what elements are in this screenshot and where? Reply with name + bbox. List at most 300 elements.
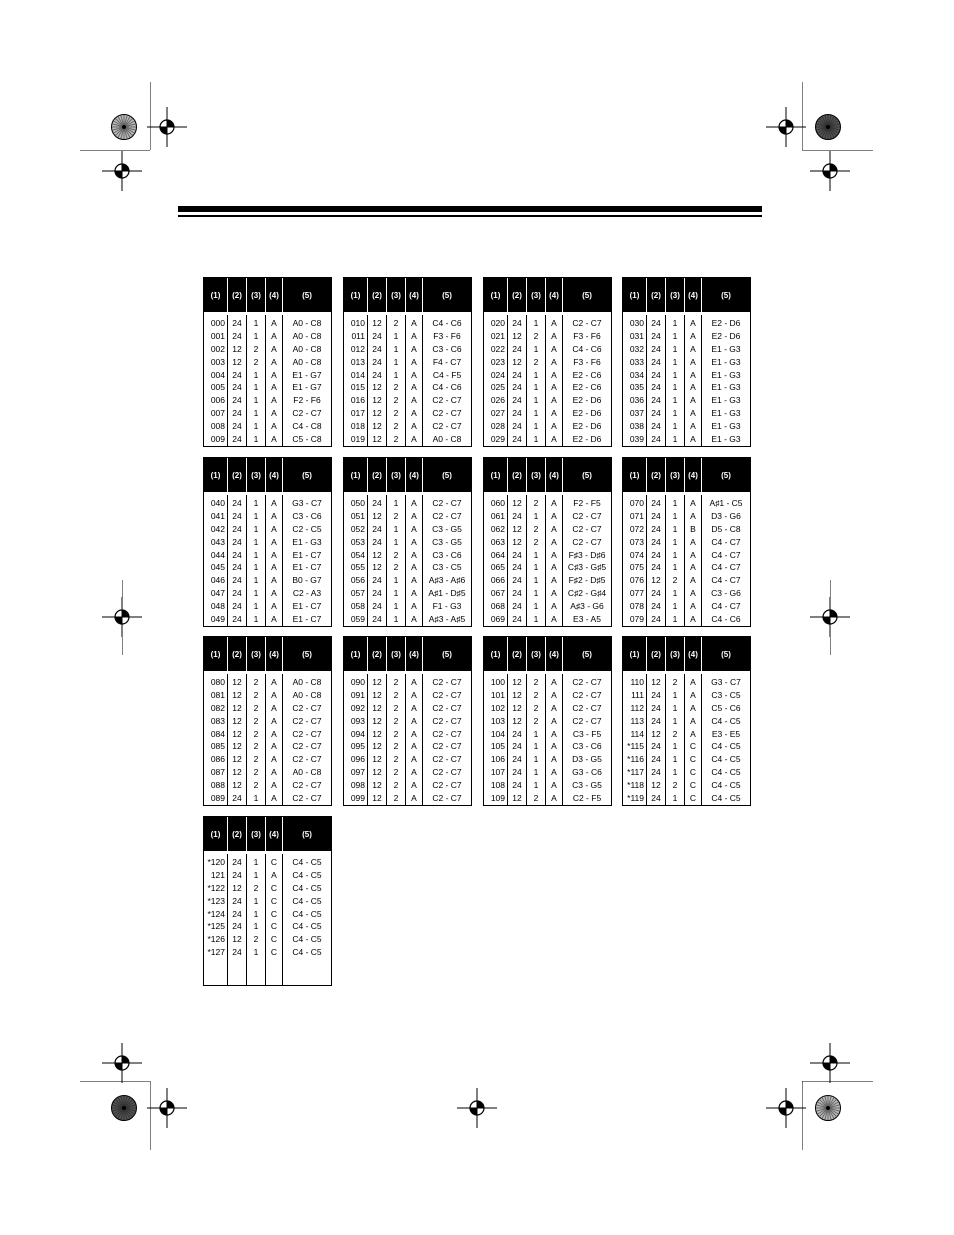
table-cell: A — [271, 715, 277, 726]
table-cell: 061 — [490, 510, 505, 521]
table-cell: A — [551, 318, 557, 328]
table-cell: 12 — [512, 356, 522, 367]
table-cell: 1 — [672, 382, 678, 393]
table-cell: A — [551, 356, 557, 367]
table-column — [282, 674, 331, 805]
table-cell: A — [551, 702, 557, 713]
table-cell: B — [690, 523, 696, 534]
table-cell: A — [551, 408, 557, 419]
table-cell: C4 - C5 — [711, 715, 741, 726]
table-cell: 12 — [232, 934, 242, 945]
table-cell: 24 — [512, 318, 522, 328]
table-cell: *125 — [207, 921, 225, 932]
crosshair-icon — [457, 1088, 497, 1128]
table-cell: A — [690, 588, 696, 599]
table-cell: 24 — [651, 549, 661, 560]
table-cell: C2 - C7 — [432, 689, 462, 700]
column-header: (3) — [246, 637, 265, 671]
table-cell: 011 — [351, 330, 365, 341]
column-header: (3) — [526, 458, 545, 492]
table-cell: 1 — [672, 536, 678, 547]
table-cell: C2 - C7 — [292, 715, 322, 726]
table-cell: 24 — [651, 793, 661, 804]
table-cell: 2 — [253, 702, 259, 713]
table-cell: 018 — [350, 421, 365, 432]
table-cell: 047 — [210, 588, 225, 599]
table-cell: A — [411, 728, 417, 739]
column-header: (4) — [545, 278, 562, 312]
table-cell: C — [689, 767, 697, 778]
table-cell: 24 — [232, 562, 242, 573]
table-cell: 1 — [393, 343, 399, 354]
table-column — [246, 495, 265, 626]
table-cell: E2 - D6 — [711, 318, 741, 328]
table-cell: 1 — [672, 356, 678, 367]
table-cell: 042 — [210, 523, 225, 534]
table-cell: A — [551, 588, 557, 599]
table-cell: 2 — [533, 677, 539, 687]
table-cell: 1 — [533, 408, 539, 419]
table-cell: 24 — [651, 601, 661, 612]
table-cell: 050 — [350, 498, 365, 508]
table-cell: A — [551, 793, 557, 804]
registration-wheel-icon — [815, 114, 841, 140]
table-cell: C4 - C6 — [432, 382, 462, 393]
table-cell: C2 - C7 — [572, 715, 602, 726]
crop-line — [802, 150, 873, 151]
column-header: (3) — [526, 637, 545, 671]
table-cell: 062 — [490, 523, 505, 534]
table-cell: 2 — [393, 434, 399, 445]
table-cell: C2 - C7 — [292, 702, 322, 713]
table-cell: 2 — [393, 562, 399, 573]
column-header: (2) — [367, 458, 386, 492]
table-cell: 24 — [232, 869, 242, 880]
table-cell: 24 — [232, 536, 242, 547]
table-cell: A — [690, 421, 696, 432]
table-cell: 027 — [490, 408, 505, 419]
table-cell: E2 - D6 — [572, 434, 602, 445]
table-cell: 24 — [651, 434, 661, 445]
table-cell: C4 - C7 — [711, 562, 741, 573]
table-cell: 071 — [629, 510, 644, 521]
table-cell: 014 — [350, 369, 365, 380]
table-cell: E3 - A5 — [573, 614, 601, 625]
column-header: (2) — [507, 458, 526, 492]
table-cell: 24 — [512, 562, 522, 573]
column-header: (2) — [646, 278, 665, 312]
column-header: (4) — [265, 278, 282, 312]
table-cell: 1 — [253, 908, 259, 919]
table-cell: E1 - G3 — [711, 343, 741, 354]
table-cell: C5 - C8 — [292, 434, 322, 445]
table-cell: A — [271, 498, 277, 508]
column-header: (4) — [265, 458, 282, 492]
table-cell: 1 — [533, 318, 539, 328]
table-cell: 094 — [350, 728, 365, 739]
table-cell: A — [551, 395, 557, 406]
table-cell: C4 - C5 — [292, 882, 322, 893]
table-cell: 12 — [512, 702, 522, 713]
table-cell: 12 — [372, 793, 382, 804]
table-cell: G3 - C7 — [711, 677, 741, 687]
table-cell: A — [271, 614, 277, 625]
table-cell: 090 — [350, 677, 365, 687]
crop-line — [122, 580, 123, 655]
table-cell: D3 - G6 — [711, 510, 741, 521]
table-cell: C2 - C7 — [432, 498, 462, 508]
table-cell: A — [411, 330, 417, 341]
table-cell: 039 — [629, 434, 644, 445]
table-column — [422, 315, 471, 446]
table-column — [701, 495, 750, 626]
table-cell: 069 — [490, 614, 505, 625]
table-cell: 003 — [210, 356, 225, 367]
table-cell: 1 — [253, 947, 259, 958]
table-cell: 2 — [393, 421, 399, 432]
column-header: (3) — [386, 637, 405, 671]
table-cell: A — [551, 715, 557, 726]
table-column — [422, 674, 471, 805]
table-cell: 017 — [350, 408, 365, 419]
table-cell: 076 — [629, 575, 644, 586]
table-cell: A — [411, 498, 417, 508]
table-cell: *123 — [207, 895, 225, 906]
table-cell: 015 — [350, 382, 365, 393]
table-cell: C4 - C6 — [432, 318, 462, 328]
table-column — [665, 674, 684, 805]
table-cell: A — [271, 434, 277, 445]
table-column — [646, 674, 665, 805]
table-cell: 1 — [253, 895, 259, 906]
table-cell: E1 - C7 — [292, 562, 322, 573]
table-cell: 072 — [629, 523, 644, 534]
table-header — [623, 278, 750, 312]
table-cell: E1 - G3 — [711, 369, 741, 380]
table-column — [204, 495, 227, 626]
table-cell: 1 — [393, 601, 399, 612]
crosshair-icon — [147, 1088, 187, 1128]
table-cell: A — [271, 369, 277, 380]
table-header — [204, 637, 331, 671]
table-cell: A — [271, 588, 277, 599]
table-cell: C — [270, 947, 278, 958]
table-cell: 1 — [672, 330, 678, 341]
table-cell: 1 — [672, 395, 678, 406]
table-cell: 24 — [372, 356, 382, 367]
table-cell: *115 — [627, 741, 644, 752]
table-cell: 079 — [629, 614, 644, 625]
table-cell: A0 - C8 — [292, 318, 322, 328]
table-cell: 083 — [210, 715, 225, 726]
table-cell: 24 — [372, 369, 382, 380]
table-cell: 033 — [629, 356, 644, 367]
table-cell: *120 — [207, 857, 225, 867]
table-cell: *127 — [207, 947, 225, 958]
table-cell: 1 — [672, 793, 678, 804]
table-cell: E2 - D6 — [572, 421, 602, 432]
table-cell: 24 — [512, 588, 522, 599]
table-cell: 1 — [533, 395, 539, 406]
table-cell: 038 — [629, 421, 644, 432]
table-cell: 070 — [629, 498, 644, 508]
table-cell: 065 — [490, 562, 505, 573]
table-cell: 103 — [490, 715, 505, 726]
table-cell: A — [411, 408, 417, 419]
table-column — [344, 315, 367, 446]
crop-line — [802, 82, 803, 150]
column-header: (3) — [665, 458, 684, 492]
table-cell: 24 — [232, 382, 242, 393]
table-cell: F2 - F5 — [573, 498, 601, 508]
table-cell: A — [271, 869, 277, 880]
table-cell: C♯3 - G♯5 — [567, 562, 607, 573]
table-cell: 020 — [490, 318, 505, 328]
table-cell: 12 — [372, 780, 382, 791]
table-cell: 075 — [629, 562, 644, 573]
table-cell: C3 - C6 — [572, 741, 602, 752]
table-cell: C4 - C8 — [292, 421, 322, 432]
header-rule-thin — [178, 215, 762, 217]
table-cell: 12 — [372, 318, 382, 328]
table-cell: A — [551, 523, 557, 534]
column-header: (1) — [490, 290, 501, 300]
table-cell: 12 — [232, 728, 242, 739]
table-cell: 099 — [350, 793, 365, 804]
table-cell: 12 — [372, 754, 382, 765]
table-cell: C2 - C7 — [292, 408, 322, 419]
column-header: (4) — [684, 278, 701, 312]
table-cell: A — [551, 498, 557, 508]
table-cell: 12 — [512, 330, 522, 341]
table-column — [265, 495, 282, 626]
table-cell: 12 — [372, 510, 382, 521]
table-cell: 1 — [253, 498, 259, 508]
table-cell: 1 — [672, 614, 678, 625]
table-cell: 112 — [630, 702, 644, 713]
table-cell: F♯2 - D♯5 — [568, 575, 606, 586]
table-cell: A — [411, 767, 417, 778]
table-cell: A — [271, 421, 277, 432]
table-cell: 2 — [253, 356, 259, 367]
table-cell: 24 — [651, 318, 661, 328]
preset-table — [343, 457, 472, 627]
table-cell: E2 - C6 — [572, 382, 602, 393]
table-cell: 24 — [232, 908, 242, 919]
table-cell: 12 — [232, 677, 242, 687]
table-cell: 12 — [372, 434, 382, 445]
table-cell: 12 — [232, 882, 242, 893]
table-cell: C2 - C7 — [572, 702, 602, 713]
table-cell: 24 — [512, 421, 522, 432]
preset-table — [203, 277, 332, 447]
column-header: (3) — [246, 817, 265, 851]
table-cell: 12 — [372, 395, 382, 406]
table-cell: A♯1 - D♯5 — [428, 588, 466, 599]
table-column — [265, 854, 282, 985]
table-cell: A — [271, 318, 277, 328]
column-header: (5) — [282, 278, 331, 312]
table-cell: 1 — [533, 741, 539, 752]
table-cell: 097 — [350, 767, 365, 778]
column-header: (2) — [367, 637, 386, 671]
table-cell: A — [411, 793, 417, 804]
table-header — [344, 637, 471, 671]
table-cell: A — [690, 356, 696, 367]
table-cell: 066 — [490, 575, 505, 586]
table-cell: 084 — [210, 728, 225, 739]
table-cell: C4 - C5 — [292, 934, 322, 945]
table-cell: A — [690, 614, 696, 625]
table-cell: 2 — [533, 715, 539, 726]
table-cell: A — [271, 601, 277, 612]
table-cell: 1 — [672, 741, 678, 752]
table-cell: A0 - C8 — [432, 434, 462, 445]
table-cell: A — [271, 562, 277, 573]
table-cell: 1 — [533, 767, 539, 778]
column-header: (2) — [227, 278, 246, 312]
table-cell: 24 — [232, 330, 242, 341]
column-header: (1) — [629, 649, 640, 659]
table-cell: D5 - C8 — [711, 523, 741, 534]
table-cell: A0 - C8 — [292, 330, 322, 341]
table-cell: 1 — [672, 588, 678, 599]
table-cell: 12 — [512, 689, 522, 700]
table-column — [701, 315, 750, 446]
table-cell: 087 — [210, 767, 225, 778]
table-cell: 001 — [210, 330, 225, 341]
table-cell: A — [690, 434, 696, 445]
table-cell: 24 — [651, 741, 661, 752]
table-cell: C3 - G5 — [432, 536, 462, 547]
table-cell: 093 — [350, 715, 365, 726]
table-cell: A0 - C8 — [292, 767, 322, 778]
table-cell: C — [689, 780, 697, 791]
table-cell: 009 — [210, 434, 225, 445]
table-cell: 048 — [210, 601, 225, 612]
column-header: (5) — [701, 637, 750, 671]
table-cell: F1 - G3 — [432, 601, 462, 612]
table-cell: 2 — [393, 780, 399, 791]
table-cell: 24 — [512, 395, 522, 406]
table-cell: C2 - C7 — [572, 523, 602, 534]
table-cell: E1 - G3 — [711, 382, 741, 393]
table-column — [367, 495, 386, 626]
table-cell: A — [690, 601, 696, 612]
table-cell: 24 — [232, 408, 242, 419]
column-header: (2) — [227, 637, 246, 671]
table-cell: 2 — [253, 767, 259, 778]
table-cell: C4 - C5 — [711, 767, 741, 778]
crosshair-icon — [810, 151, 850, 191]
table-cell: F3 - F6 — [433, 330, 461, 341]
table-cell: *119 — [627, 793, 644, 804]
table-cell: 12 — [512, 498, 522, 508]
table-cell: 24 — [651, 510, 661, 521]
column-header: (1) — [629, 470, 640, 480]
table-cell: C5 - C6 — [711, 702, 741, 713]
table-header — [204, 458, 331, 492]
table-cell: 12 — [372, 549, 382, 560]
column-header: (5) — [562, 458, 611, 492]
column-header: (5) — [422, 637, 471, 671]
table-cell: C2 - F5 — [572, 793, 602, 804]
table-cell: 000 — [210, 318, 225, 328]
table-cell: 024 — [490, 369, 505, 380]
table-cell: 24 — [651, 689, 661, 700]
table-cell: A — [690, 715, 696, 726]
table-cell: A — [690, 382, 696, 393]
table-cell: A — [411, 588, 417, 599]
table-cell: 013 — [350, 356, 365, 367]
table-column — [405, 495, 422, 626]
table-cell: 032 — [629, 343, 644, 354]
table-cell: A — [411, 343, 417, 354]
table-cell: C4 - C7 — [711, 575, 741, 586]
table-cell: 1 — [672, 702, 678, 713]
table-cell: A — [551, 728, 557, 739]
table-cell: 2 — [672, 677, 678, 687]
table-cell: 104 — [490, 728, 505, 739]
table-cell: 1 — [253, 330, 259, 341]
table-cell: 12 — [232, 754, 242, 765]
table-cell: 2 — [533, 702, 539, 713]
table-cell: 1 — [253, 421, 259, 432]
table-column — [246, 315, 265, 446]
table-cell: A — [411, 382, 417, 393]
table-cell: A — [411, 356, 417, 367]
table-cell: 114 — [630, 728, 644, 739]
table-cell: A — [411, 754, 417, 765]
column-header: (5) — [562, 637, 611, 671]
table-cell: 1 — [393, 536, 399, 547]
table-cell: 24 — [651, 702, 661, 713]
table-cell: 1 — [253, 562, 259, 573]
table-cell: 24 — [651, 421, 661, 432]
table-column — [507, 674, 526, 805]
table-cell: 031 — [629, 330, 644, 341]
table-cell: 2 — [393, 741, 399, 752]
table-column — [386, 315, 405, 446]
table-cell: A — [271, 510, 277, 521]
table-cell: 1 — [672, 562, 678, 573]
preset-table — [343, 636, 472, 806]
table-cell: 1 — [253, 536, 259, 547]
table-cell: A — [271, 677, 277, 687]
table-cell: 24 — [512, 754, 522, 765]
table-column — [526, 674, 545, 805]
table-column — [623, 674, 646, 805]
table-cell: 1 — [533, 562, 539, 573]
table-cell: 067 — [490, 588, 505, 599]
table-cell: 12 — [232, 715, 242, 726]
table-cell: 023 — [490, 356, 505, 367]
table-column — [665, 495, 684, 626]
table-cell: 109 — [490, 793, 505, 804]
table-cell: A — [551, 330, 557, 341]
crosshair-icon — [102, 151, 142, 191]
table-cell: 1 — [253, 523, 259, 534]
table-cell: A0 - C8 — [292, 343, 322, 354]
table-cell: 24 — [232, 510, 242, 521]
table-cell: C3 - G5 — [572, 780, 602, 791]
column-header: (3) — [665, 278, 684, 312]
table-cell: E3 - E5 — [711, 728, 741, 739]
preset-table — [483, 277, 612, 447]
crosshair-icon — [147, 107, 187, 147]
table-cell: 2 — [393, 395, 399, 406]
table-cell: A — [411, 562, 417, 573]
